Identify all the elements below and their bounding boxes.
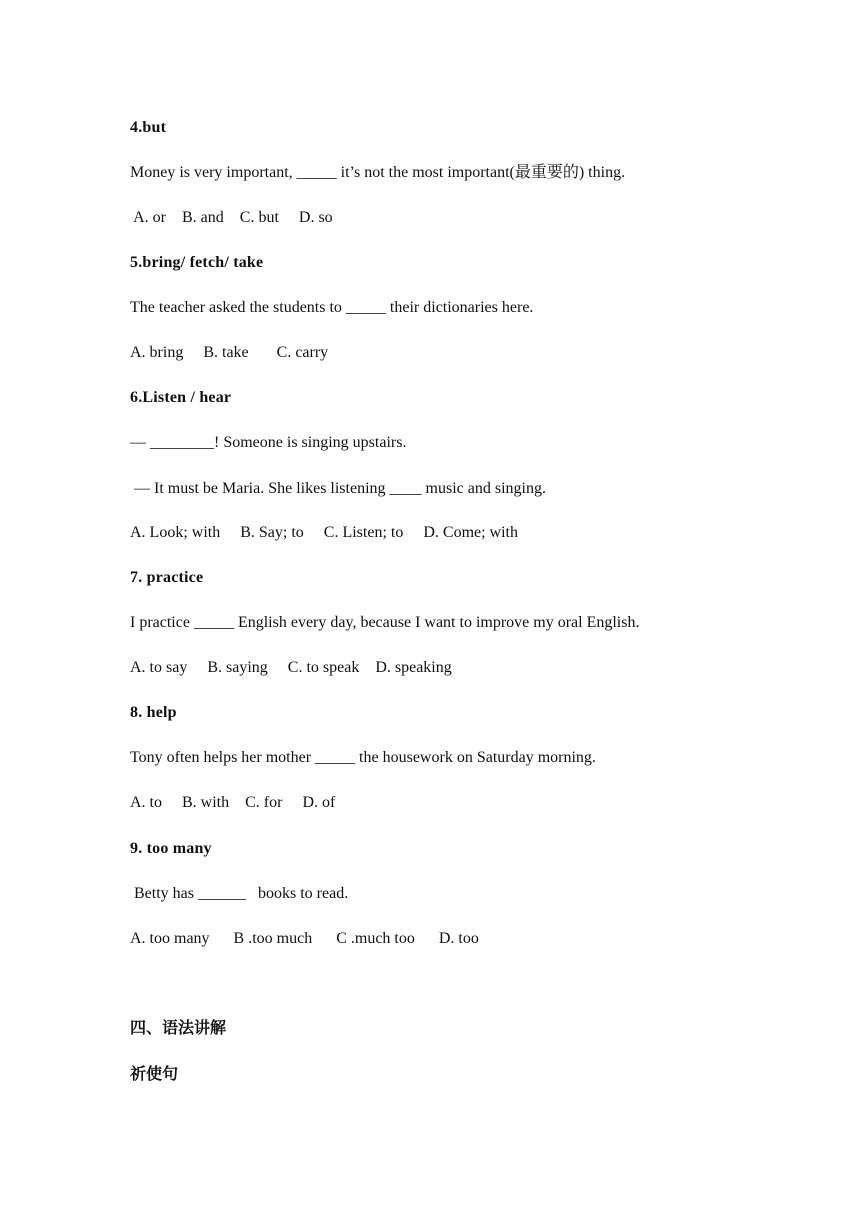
question-text: Betty has ______ books to read. bbox=[130, 885, 349, 902]
answer-options: A. bring B. take C. carry bbox=[130, 344, 329, 361]
dialogue-line: — It must be Maria. She likes listening ____ music and singing. bbox=[130, 480, 546, 497]
item-heading: 5.bring/ fetch/ take bbox=[130, 254, 264, 271]
dialogue-line: — ________! Someone is singing upstairs. bbox=[130, 434, 407, 451]
question-text: Money is very important, _____ it’s not the most important(最重要的) thing. bbox=[130, 164, 626, 181]
question-text: The teacher asked the students to _____ their dictionaries here. bbox=[130, 299, 534, 316]
answer-options: A. or B. and C. but D. so bbox=[130, 209, 333, 226]
question-text: I practice _____ English every day, because I want to improve my oral English. bbox=[130, 614, 640, 631]
answer-options: A. too many B .too much C .much too D. too bbox=[130, 930, 479, 947]
answer-options: A. to say B. saying C. to speak D. speaking bbox=[130, 659, 452, 676]
item-heading: 4.but bbox=[130, 119, 167, 136]
answer-options: A. to B. with C. for D. of bbox=[130, 794, 336, 811]
answer-options: A. Look; with B. Say; to C. Listen; to D. Come; with bbox=[130, 524, 518, 541]
item-heading: 7. practice bbox=[130, 569, 204, 586]
question-text: Tony often helps her mother _____ the housework on Saturday morning. bbox=[130, 749, 596, 766]
item-heading: 6.Listen / hear bbox=[130, 389, 232, 406]
item-heading: 8. help bbox=[130, 704, 177, 721]
item-heading: 9. too many bbox=[130, 840, 212, 857]
section-subtitle: 祈使句 bbox=[130, 1064, 179, 1083]
section-title: 四、语法讲解 bbox=[130, 1018, 227, 1037]
